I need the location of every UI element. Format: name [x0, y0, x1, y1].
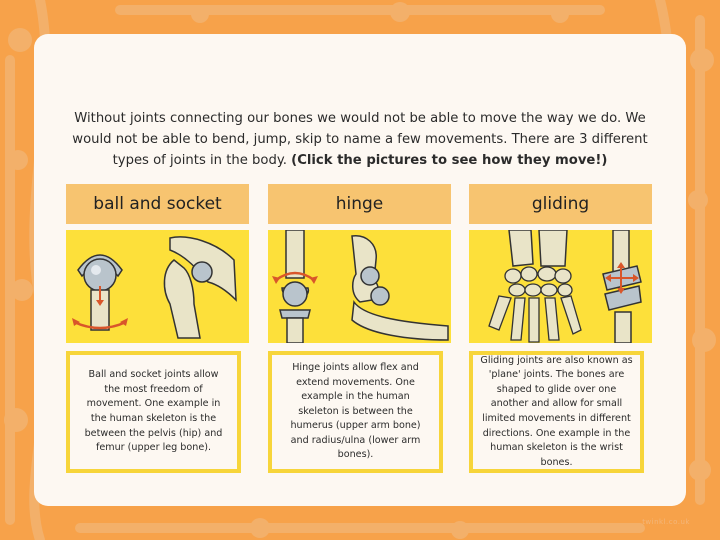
ball-and-socket-title-text: ball and socket — [93, 194, 222, 214]
elbow-joint-icon — [352, 236, 448, 340]
gliding-description-text: Gliding joints are also known as 'plane' joints. The bones are shaped to glide over one another and allow for small limited movements in different directions. One example in the human skeleton is the wrist bones. — [480, 354, 633, 468]
ball-and-socket-picture[interactable] — [66, 230, 249, 343]
wrist-bones-icon — [489, 230, 581, 342]
ball-and-socket-description — [66, 351, 241, 473]
intro-text: Without joints connecting our bones we would not be able to move the way we do. We would not be able to bend, jump, skip to name a few movements. There are 3 different types of joints in the body. — [72, 111, 648, 168]
gliding-description — [469, 351, 644, 473]
hinge-description — [268, 351, 443, 473]
hinge-title-text: hinge — [335, 194, 384, 214]
hinge-joint-icon — [272, 230, 318, 343]
gliding-title — [469, 184, 652, 224]
ball-and-socket-description-text: Ball and socket joints allow the most freedom of movement. One example in the human skeleton is the between the pelvis (hip) and femur (upper leg bone). — [84, 369, 223, 454]
hinge-title — [268, 184, 451, 224]
gliding-title-text: gliding — [531, 194, 590, 214]
hinge-picture[interactable] — [268, 230, 451, 343]
intro-instruction: (Click the pictures to see how they move!) — [291, 153, 608, 168]
shoulder-joint-icon — [164, 237, 236, 338]
ball-and-socket-title — [66, 184, 249, 224]
footer-credit: twinkl.co.uk — [642, 518, 690, 526]
gliding-picture[interactable] — [469, 230, 652, 343]
intro-paragraph — [72, 108, 648, 171]
ball-and-socket-joint-icon — [72, 255, 128, 330]
hinge-description-text: Hinge joints allow flex and extend movements. One example in the human skeleton is between the humerus (upper arm bone) and radius/ulna (lower arm bones). — [290, 361, 421, 461]
gliding-joint-icon — [603, 230, 641, 343]
